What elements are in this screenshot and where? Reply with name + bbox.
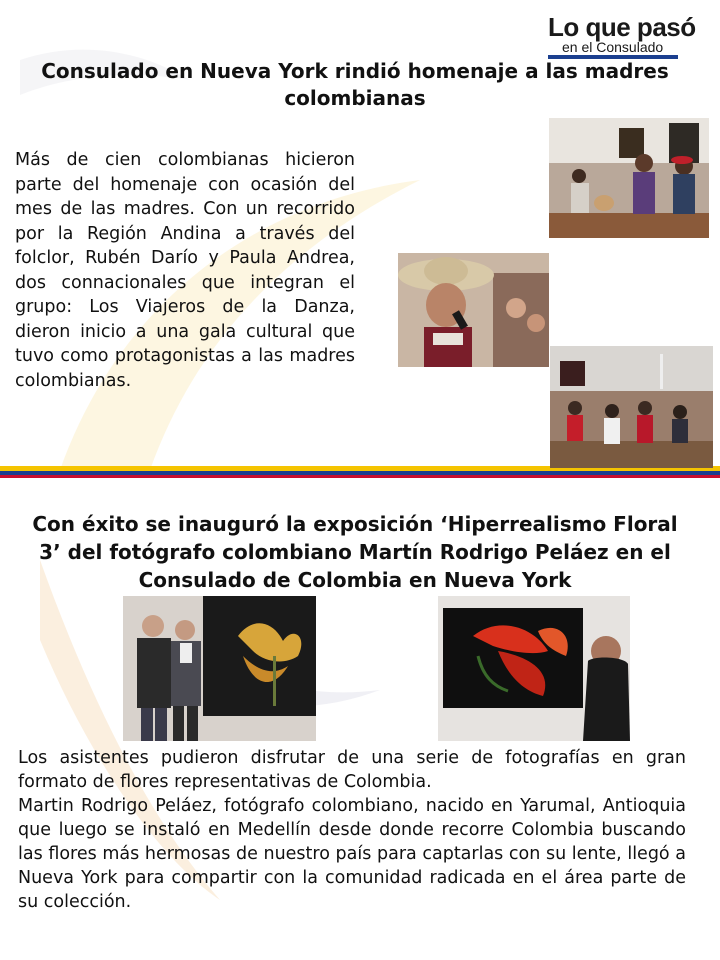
story1-body: Más de cien colombianas hicieron parte del homenaje con ocasión del mes de las madres. Con un recorrido por la Región Andina a través del folclor, Rubén Darío y Paula Andrea, dos connacionales que integran el grupo: Los Viajeros de la Danza, dieron inicio a una gala cultural que tuvo como protagonistas a las madres colombianas. (15, 150, 355, 391)
logo-subtitle: en el Consulado (562, 39, 664, 55)
consulado-logo (548, 12, 713, 58)
photo-dance-floor (550, 346, 713, 468)
story2-title: Con éxito se inauguró la exposición ‘Hiperrealismo Floral 3’ del fotógrafo colombiano Martín Rodrigo Peláez en el Consulado de Colombia en Nueva York (32, 512, 678, 592)
story2-body (18, 746, 686, 914)
photo-mariachi-singer (398, 253, 549, 367)
story2-paragraph-1: Los asistentes pudieron disfrutar de una serie de fotografías en gran formato de flores representativas de Colombia. (18, 748, 686, 792)
story2-paragraph-2: Martin Rodrigo Peláez, fotógrafo colombiano, nacido en Yarumal, Antioquia que luego se instaló en Medellín desde donde recorre Colombia buscando las flores más hermosas de nuestro país para captarlas con su lente, llegó a Nueva York para compartir con la comunidad radicada en el área parte de su colección. (18, 796, 686, 912)
story1-title: Consulado en Nueva York rindió homenaje a las madres colombianas (41, 59, 669, 110)
photo-musicians (549, 118, 709, 238)
photo-red-flower-exhibit (438, 596, 630, 741)
photo-photographer-with-guest (123, 596, 316, 741)
logo-title: Lo que pasó (548, 12, 696, 42)
